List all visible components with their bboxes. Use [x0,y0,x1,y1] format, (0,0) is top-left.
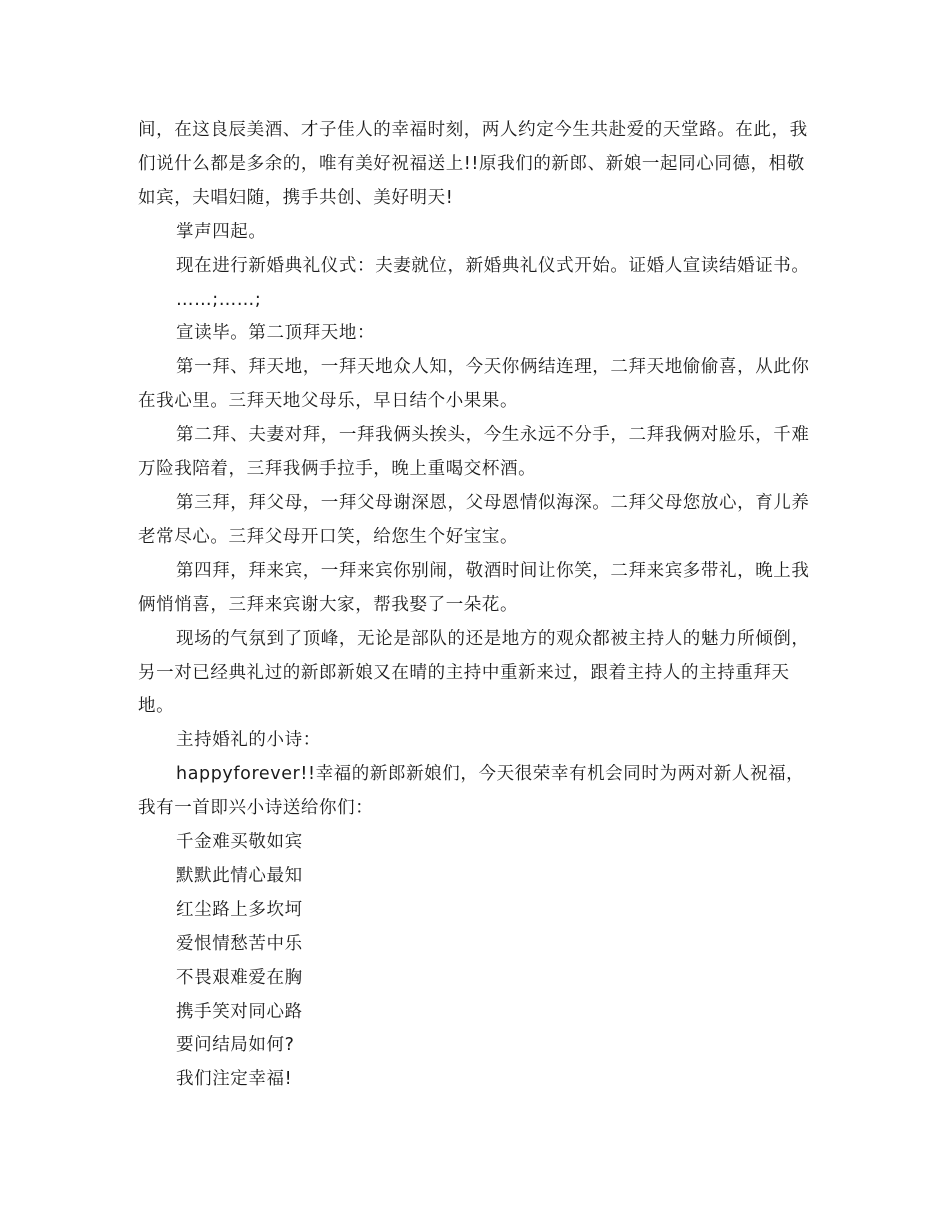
paragraph-poem-intro: 主持婚礼的小诗： [176,730,321,751]
poem [138,826,818,1097]
poem-line: 千金难买敬如宾 [176,832,303,853]
poem-line: 我们注定幸福! [176,1069,293,1090]
paragraph-applause: 掌声四起。 [176,221,267,242]
poem-line: 默默此情心最知 [176,865,303,886]
paragraph-third-bow: 第三拜，拜父母，一拜父母谢深恩，父母恩情似海深。二拜父母您放心，育儿养老常尽心。三拜父母开口笑，给您生个好宝宝。 [138,492,810,547]
poem-line: 红尘路上多坎坷 [176,899,303,920]
poem-line: 不畏艰难爱在胸 [176,967,303,988]
paragraph-blessing: 间，在这良辰美酒、才子佳人的幸福时刻，两人约定今生共赴爱的天堂路。在此，我们说什么都是多余的，唯有美好祝福送上!!原我们的新郎、新娘一起同心同德，相敬如宾，夫唱妇随，携手共创、美好明天! [138,120,808,208]
poem-line: 携手笑对同心路 [176,1001,303,1022]
paragraph-first-bow: 第一拜、拜天地，一拜天地众人知，今天你俩结连理，二拜天地偷偷喜，从此你在我心里。三拜天地父母乐，早日结个小果果。 [138,357,810,412]
poem-line: 爱恨情愁苦中乐 [176,933,303,954]
paragraph-fourth-bow: 第四拜，拜来宾，一拜来宾你别闹，敬酒时间让你笑，二拜来宾多带礼，晚上我俩悄悄喜，三拜来宾谢大家，帮我娶了一朵花。 [138,560,810,615]
paragraph-happy-forever: happyforever!!幸福的新郎新娘们，今天很荣幸有机会同时为两对新人祝福，我有一首即兴小诗送给你们： [138,764,805,819]
paragraph-ellipsis: ……;……; [176,289,262,310]
paragraph-ceremony-start: 现在进行新婚典礼仪式：夫妻就位，新婚典礼仪式开始。证婚人宣读结婚证书。 [176,255,810,276]
paragraph-atmosphere: 现场的气氛到了顶峰，无论是部队的还是地方的观众都被主持人的魅力所倾倒，另一对已经典礼过的新郎新娘又在晴的主持中重新来过，跟着主持人的主持重拜天地。 [138,628,810,717]
paragraph-reading-done: 宣读毕。第二顶拜天地： [176,323,376,344]
poem-line: 要问结局如何? [176,1035,295,1056]
document-body [138,114,818,1097]
paragraph-second-bow: 第二拜、夫妻对拜，一拜我俩头挨头，今生永远不分手，二拜我俩对脸乐，千难万险我陪着，三拜我俩手拉手，晚上重喝交杯酒。 [138,425,810,480]
